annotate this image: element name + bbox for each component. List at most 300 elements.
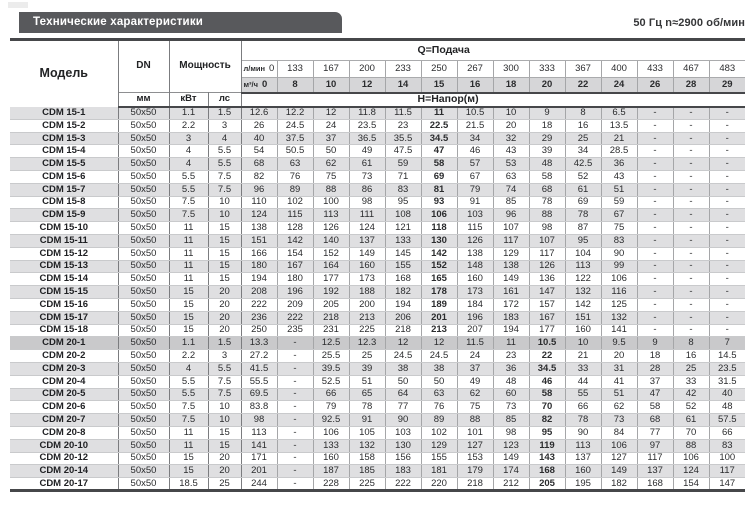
head-value-cell: 36 [493,362,529,375]
flow-m3h-cell: 14 [385,78,421,93]
head-value-cell: 62 [313,158,349,171]
head-value-cell: 126 [457,234,493,247]
table-row [10,119,745,132]
model-cell: CDM 20-12 [10,452,118,465]
head-value-cell: 133 [313,439,349,452]
kw-cell: 11 [169,273,208,286]
flow-lmin-cell: 483 [709,61,745,78]
dn-cell: 50x50 [118,260,169,273]
head-value-cell: 148 [457,260,493,273]
head-value-cell: 44 [565,375,601,388]
head-value-cell: 21.5 [457,119,493,132]
head-value-cell: - [673,107,709,120]
head-value-cell: 102 [277,196,313,209]
dn-cell: 50x50 [118,132,169,145]
head-value-cell: 154 [673,478,709,491]
head-value-cell: 42 [673,388,709,401]
head-value-cell: 16 [565,119,601,132]
head-value-cell: 184 [457,298,493,311]
head-value-cell: 168 [529,465,565,478]
head-value-cell: 180 [241,260,277,273]
head-value-cell: 34.5 [421,132,457,145]
head-value-cell: 25 [349,350,385,363]
dn-cell: 50x50 [118,478,169,491]
head-value-cell: 177 [529,324,565,337]
unit-label: м³/ч [243,79,258,89]
model-cell: CDM 15-8 [10,196,118,209]
model-cell: CDM 20-14 [10,465,118,478]
head-value-cell: 121 [385,222,421,235]
head-value-cell: 8 [565,107,601,120]
kw-cell: 11 [169,222,208,235]
kw-cell: 5.5 [169,170,208,183]
head-value-cell: 142 [421,247,457,260]
hp-cell: 15 [208,234,241,247]
head-value-cell: 149 [601,465,637,478]
hp-cell: 20 [208,311,241,324]
head-value-cell: - [709,145,745,158]
head-value-cell: 36 [601,158,637,171]
head-value-cell: - [277,337,313,350]
head-value-cell: 77 [637,426,673,439]
head-value-cell: 7 [709,337,745,350]
flow-lmin-cell: 467 [673,61,709,78]
head-value-cell: 208 [241,286,277,299]
head-value-cell: - [709,107,745,120]
head-value-cell: 25 [673,362,709,375]
head-value-cell: 218 [385,324,421,337]
head-value-cell: 149 [493,273,529,286]
head-value-cell: 11.5 [385,107,421,120]
head-value-cell: 96 [493,209,529,222]
head-value-cell: 62 [601,401,637,414]
head-value-cell: 73 [601,414,637,427]
head-value-cell: 178 [421,286,457,299]
head-value-cell: 23 [493,350,529,363]
head-value-cell: 212 [493,478,529,491]
head-value-cell: 12.3 [349,337,385,350]
head-value-cell: 88 [529,209,565,222]
kw-cell: 18.5 [169,478,208,491]
head-value-cell: 70 [529,401,565,414]
head-value-cell: 73 [493,401,529,414]
head-value-cell: 113 [313,209,349,222]
table-row [10,247,745,260]
table-row [10,311,745,324]
head-value-cell: 82 [241,170,277,183]
head-value-cell: 47 [637,388,673,401]
head-value-cell: 206 [385,311,421,324]
head-value-cell: 28 [637,362,673,375]
hp-cell: 20 [208,465,241,478]
head-value-cell: 52 [565,170,601,183]
head-value-cell: 137 [349,234,385,247]
head-value-cell: 187 [313,465,349,478]
head-value-cell: 22.5 [421,119,457,132]
head-value-cell: 37 [313,132,349,145]
model-cell: CDM 15-5 [10,158,118,171]
kw-cell: 7.5 [169,414,208,427]
dn-cell: 50x50 [118,170,169,183]
table-row [10,337,745,350]
flow-m3h-cell: 22 [565,78,601,93]
head-value-cell: 98 [493,426,529,439]
head-value-cell: 155 [421,452,457,465]
head-value-cell: 136 [529,273,565,286]
head-value-cell: - [637,183,673,196]
flow-m3h-cell: 26 [637,78,673,93]
head-value-cell: 173 [457,286,493,299]
model-cell: CDM 20-8 [10,426,118,439]
head-value-cell: 106 [421,209,457,222]
head-value-cell: - [709,183,745,196]
head-value-cell: 172 [493,298,529,311]
flow-lmin-cell: 133 [277,61,313,78]
hp-cell: 7.5 [208,375,241,388]
head-value-cell: 53 [493,158,529,171]
head-value-cell: 95 [565,234,601,247]
head-value-cell: 46 [457,145,493,158]
head-value-cell: - [709,311,745,324]
kw-cell: 11 [169,426,208,439]
head-value-cell: 147 [719,477,736,489]
head-value-cell: 71 [385,170,421,183]
head-value-cell: 79 [457,183,493,196]
head-value-cell: - [709,273,745,286]
head-value-cell: 47.5 [385,145,421,158]
head-value-cell: 40 [241,132,277,145]
head-value-cell: 156 [385,452,421,465]
head-value-cell: 157 [529,298,565,311]
frequency-note: 50 Гц n≈2900 об/мин [633,17,745,29]
dn-cell: 50x50 [118,196,169,209]
table-row [10,375,745,388]
head-value-cell: 113 [565,260,601,273]
table-row [10,478,745,491]
model-cell: CDM 20-6 [10,401,118,414]
table-row [10,324,745,337]
kw-cell: 7.5 [169,196,208,209]
head-value-cell: 168 [385,273,421,286]
dn-cell: 50x50 [118,247,169,260]
head-value-cell: 13.3 [241,337,277,350]
model-cell: CDM 20-3 [10,362,118,375]
head-value-cell: 194 [241,273,277,286]
head-value-cell: 11.8 [349,107,385,120]
head-value-cell: 168 [637,478,673,491]
head-value-cell: 119 [529,439,565,452]
head-value-cell: 59 [385,158,421,171]
dn-cell: 50x50 [118,158,169,171]
head-value-cell: - [709,247,745,260]
table-body [10,107,745,491]
head-value-cell: - [277,452,313,465]
head-value-cell: 76 [421,401,457,414]
head-value-cell: 83.8 [241,401,277,414]
head-value-cell: 79 [313,401,349,414]
head-value-cell: 38 [385,362,421,375]
head-value-cell: 88 [457,414,493,427]
head-value-cell: 171 [241,452,277,465]
head-value-cell: 12.5 [313,337,349,350]
head-value-cell: 160 [565,324,601,337]
head-value-cell: 87 [565,222,601,235]
table-row [10,132,745,145]
model-cell: CDM 15-9 [10,209,118,222]
head-value-cell: 107 [493,222,529,235]
model-cell: CDM 15-18 [10,324,118,337]
kw-cell: 5.5 [169,183,208,196]
head-value-cell: 106 [673,452,709,465]
model-cell: CDM 15-12 [10,247,118,260]
flow-m3h-cell: 18 [493,78,529,93]
head-value-cell: 108 [385,209,421,222]
dn-cell: 50x50 [118,183,169,196]
head-value-cell: 138 [493,260,529,273]
head-value-cell: 97 [637,439,673,452]
hp-cell: 4 [208,132,241,145]
head-value-cell: 117 [529,247,565,260]
head-value-cell: 218 [313,311,349,324]
table-row [10,439,745,452]
head-value-cell: 132 [349,439,385,452]
head-value-cell: 58 [529,170,565,183]
kw-cell: 1.1 [169,337,208,350]
head-value-cell: 38 [421,362,457,375]
head-value-cell: - [709,132,745,145]
head-value-cell: 70 [673,426,709,439]
kw-cell: 4 [169,362,208,375]
head-value-cell: - [637,107,673,120]
head-value-cell: 63 [421,388,457,401]
head-value-cell: 68 [637,414,673,427]
head-value-cell: 41 [601,375,637,388]
head-value-cell: 11 [493,337,529,350]
model-cell: CDM 15-2 [10,119,118,132]
head-value-cell: 59 [601,196,637,209]
head-value-cell: 33 [673,375,709,388]
table-row [10,388,745,401]
head-value-cell: - [673,260,709,273]
head-value-cell: 6.5 [601,107,637,120]
dn-cell: 50x50 [118,414,169,427]
head-value-cell: - [673,209,709,222]
head-value-cell: 167 [529,311,565,324]
head-value-cell: 55 [565,388,601,401]
head-value-cell: 43 [493,145,529,158]
head-value-cell: 122 [565,273,601,286]
dn-cell: 50x50 [118,209,169,222]
head-value-cell: - [673,170,709,183]
dn-cell: 50x50 [118,273,169,286]
head-value-cell: - [637,158,673,171]
head-value-cell: 167 [277,260,313,273]
head-value-cell: 235 [277,324,313,337]
head-value-cell: 66 [709,426,745,439]
head-value-cell: 195 [565,478,601,491]
head-value-cell: 213 [349,311,385,324]
head-value-cell: 42.5 [565,158,601,171]
head-value-cell: 25.5 [313,350,349,363]
head-value-cell: 83 [601,234,637,247]
head-value-cell: 55.5 [241,375,277,388]
head-value-cell: 153 [457,452,493,465]
head-value-cell: - [277,362,313,375]
head-value-cell: 18 [529,119,565,132]
head-value-cell: - [673,183,709,196]
head-value-cell: 40 [709,388,745,401]
flow-lmin-cell: 233 [385,61,421,78]
head-value-cell: - [673,286,709,299]
dn-cell: 50x50 [118,426,169,439]
table-row [10,196,745,209]
head-value-cell: 66 [313,388,349,401]
head-value-cell: 207 [457,324,493,337]
header-dn: DN [118,40,169,93]
dn-cell: 50x50 [118,375,169,388]
head-value-cell: 23.5 [709,362,745,375]
spec-table [10,38,745,492]
header-mm: мм [118,93,169,107]
head-value-cell: 51 [349,375,385,388]
head-value-cell: 89 [277,183,313,196]
head-value-cell: 225 [349,478,385,491]
hp-cell: 15 [208,222,241,235]
head-value-cell: 180 [277,273,313,286]
model-cell: CDM 20-2 [10,350,118,363]
kw-cell: 15 [169,465,208,478]
head-value-cell: 20 [601,350,637,363]
head-value-cell: 117 [709,465,745,478]
dn-cell: 50x50 [118,145,169,158]
kw-cell: 2.2 [169,119,208,132]
head-value-cell: - [673,158,709,171]
head-value-cell: 48 [529,158,565,171]
model-cell: CDM 15-7 [10,183,118,196]
head-value-cell: 21 [565,350,601,363]
head-value-cell: 90 [385,414,421,427]
hp-cell: 7.5 [208,388,241,401]
head-value-cell: 143 [529,452,565,465]
header-hp: лс [208,93,241,107]
head-value-cell: 137 [637,465,673,478]
head-value-cell: - [277,388,313,401]
head-value-cell: 51 [601,388,637,401]
head-value-cell: 62 [457,388,493,401]
head-value-cell: 69.5 [241,388,277,401]
head-value-cell: 174 [493,465,529,478]
head-value-cell: 141 [241,439,277,452]
table-row [10,452,745,465]
head-value-cell: 51 [601,183,637,196]
head-value-cell: 23.5 [349,119,385,132]
flow-lmin-cell: 367 [565,61,601,78]
dn-cell: 50x50 [118,234,169,247]
header-power: Мощность [169,40,241,93]
table-row [10,286,745,299]
model-cell: CDM 20-10 [10,439,118,452]
head-value-cell: 117 [637,452,673,465]
head-value-cell: - [673,324,709,337]
kw-cell: 15 [169,324,208,337]
head-value-cell: 24.5 [277,119,313,132]
head-value-cell: 20 [493,119,529,132]
head-value-cell: - [673,234,709,247]
head-value-cell: 127 [457,439,493,452]
table-row [10,145,745,158]
hp-cell: 15 [208,439,241,452]
head-value-cell: 39 [529,145,565,158]
kw-cell: 15 [169,311,208,324]
head-value-cell: 93 [421,196,457,209]
head-value-cell: 130 [421,234,457,247]
kw-cell: 4 [169,145,208,158]
head-value-cell: 48 [709,401,745,414]
hp-cell: 5.5 [208,145,241,158]
header-h-head: H=Напор(м) [241,93,745,107]
head-value-cell: 123 [493,439,529,452]
table-row [10,170,745,183]
head-value-cell: 35.5 [385,132,421,145]
dn-cell: 50x50 [118,222,169,235]
head-value-cell: - [709,286,745,299]
head-value-cell: 43 [601,170,637,183]
head-value-cell: 137 [565,452,601,465]
table-row [10,222,745,235]
head-value-cell: - [277,414,313,427]
head-value-cell: - [637,260,673,273]
head-value-cell: - [637,196,673,209]
head-value-cell: 61 [673,414,709,427]
dn-cell: 50x50 [118,350,169,363]
flow-zero-value: 0 [269,63,275,75]
model-cell: CDM 20-7 [10,414,118,427]
head-value-cell: 34.5 [529,362,565,375]
head-value-cell: - [637,145,673,158]
flow-lmin-cell: 333 [529,61,565,78]
head-value-cell: - [673,273,709,286]
head-value-cell: - [277,426,313,439]
hp-cell: 3 [208,350,241,363]
head-value-cell: 231 [313,324,349,337]
head-value-cell: 58 [529,388,565,401]
head-value-cell: 24 [313,119,349,132]
dn-cell: 50x50 [118,311,169,324]
table-row [10,401,745,414]
head-value-cell: 31.5 [709,375,745,388]
hp-cell: 1.5 [208,337,241,350]
flow-m3h-cell: 28 [673,78,709,93]
head-value-cell: - [709,222,745,235]
head-value-cell: 10.5 [529,337,565,350]
head-value-cell: 177 [313,273,349,286]
head-value-cell: - [277,350,313,363]
head-value-cell: 91 [457,196,493,209]
head-value-cell: 161 [493,286,529,299]
head-value-cell: 130 [385,439,421,452]
head-value-cell: - [637,286,673,299]
head-value-cell: 11 [421,107,457,120]
hp-cell: 1.5 [208,107,241,120]
head-value-cell: 78 [349,401,385,414]
dn-cell: 50x50 [118,452,169,465]
head-value-cell: 37.5 [277,132,313,145]
head-value-cell: 152 [313,247,349,260]
head-value-cell: 151 [241,234,277,247]
head-value-cell: 105 [349,426,385,439]
flow-lmin-cell [241,61,277,78]
head-value-cell: 12 [313,107,349,120]
